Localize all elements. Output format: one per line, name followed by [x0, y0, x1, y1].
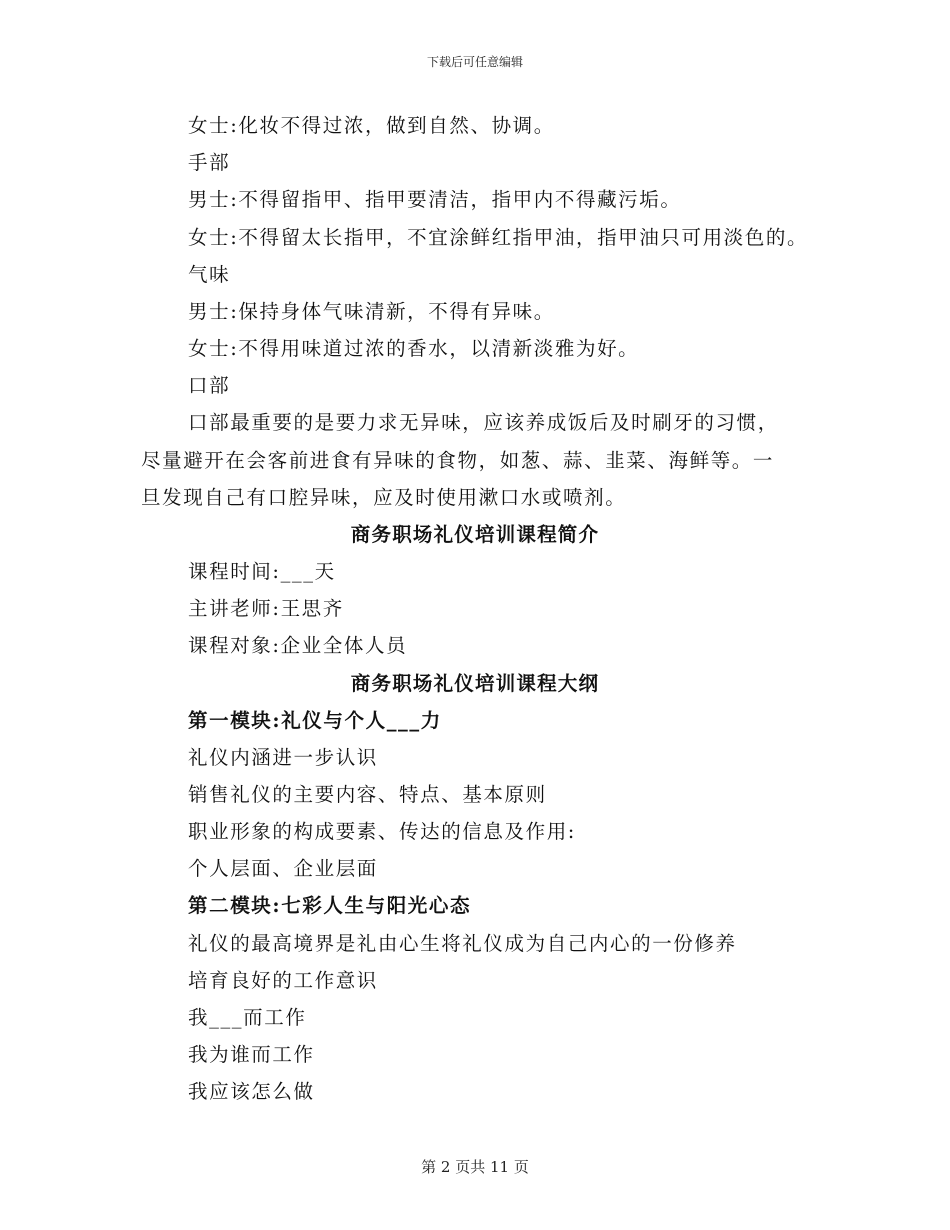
paragraph-line: 女士:不得留太长指甲，不宜涂鲜红指甲油，指甲油只可用淡色的。 — [188, 226, 809, 249]
paragraph-line: 女士:化妆不得过浓，做到自然、协调。 — [188, 114, 555, 137]
outline-item: 个人层面、企业层面 — [188, 857, 378, 880]
paragraph-line: 尽量避开在会客前进食有异味的食物，如葱、蒜、韭菜、海鲜等。一 — [141, 449, 775, 472]
outline-item: 销售礼仪的主要内容、特点、基本原则 — [188, 783, 547, 806]
paragraph-line: 男士:不得留指甲、指甲要清洁，指甲内不得藏污垢。 — [188, 188, 682, 211]
paragraph-line: 男士:保持身体气味清新，不得有异味。 — [188, 300, 555, 323]
module-heading: 第二模块:七彩人生与阳光心态 — [188, 894, 472, 917]
section-heading: 商务职场礼仪培训课程大纲 — [350, 672, 600, 695]
outline-item: 我应该怎么做 — [188, 1080, 315, 1103]
page-number-footer: 第 2 页共 11 页 — [421, 1158, 529, 1176]
outline-item: 职业形象的构成要素、传达的信息及作用: — [188, 820, 576, 843]
paragraph-line: 口部最重要的是要力求无异味，应该养成饭后及时刷牙的习惯， — [188, 411, 779, 434]
section-label: 口部 — [188, 374, 231, 397]
section-label: 手部 — [188, 151, 231, 174]
section-heading: 商务职场礼仪培训课程简介 — [350, 523, 600, 546]
section-label: 气味 — [188, 263, 231, 286]
outline-item: 培育良好的工作意识 — [188, 969, 378, 992]
course-lecturer: 主讲老师:王思齐 — [188, 597, 344, 620]
course-audience: 课程对象:企业全体人员 — [188, 634, 408, 657]
paragraph-line: 女士:不得用味道过浓的香水，以清新淡雅为好。 — [188, 337, 640, 360]
outline-item: 礼仪内涵进一步认识 — [188, 746, 378, 769]
course-time: 课程时间:___天 — [188, 560, 336, 583]
outline-item: 我为谁而工作 — [188, 1043, 315, 1066]
outline-item: 礼仪的最高境界是礼由心生将礼仪成为自己内心的一份修养 — [188, 932, 737, 955]
paragraph-line: 旦发现自己有口腔异味，应及时使用漱口水或喷剂。 — [141, 486, 627, 509]
outline-item: 我___而工作 — [188, 1006, 307, 1029]
page-header: 下载后可任意编辑 — [426, 55, 523, 69]
module-heading: 第一模块:礼仪与个人___力 — [188, 709, 442, 732]
